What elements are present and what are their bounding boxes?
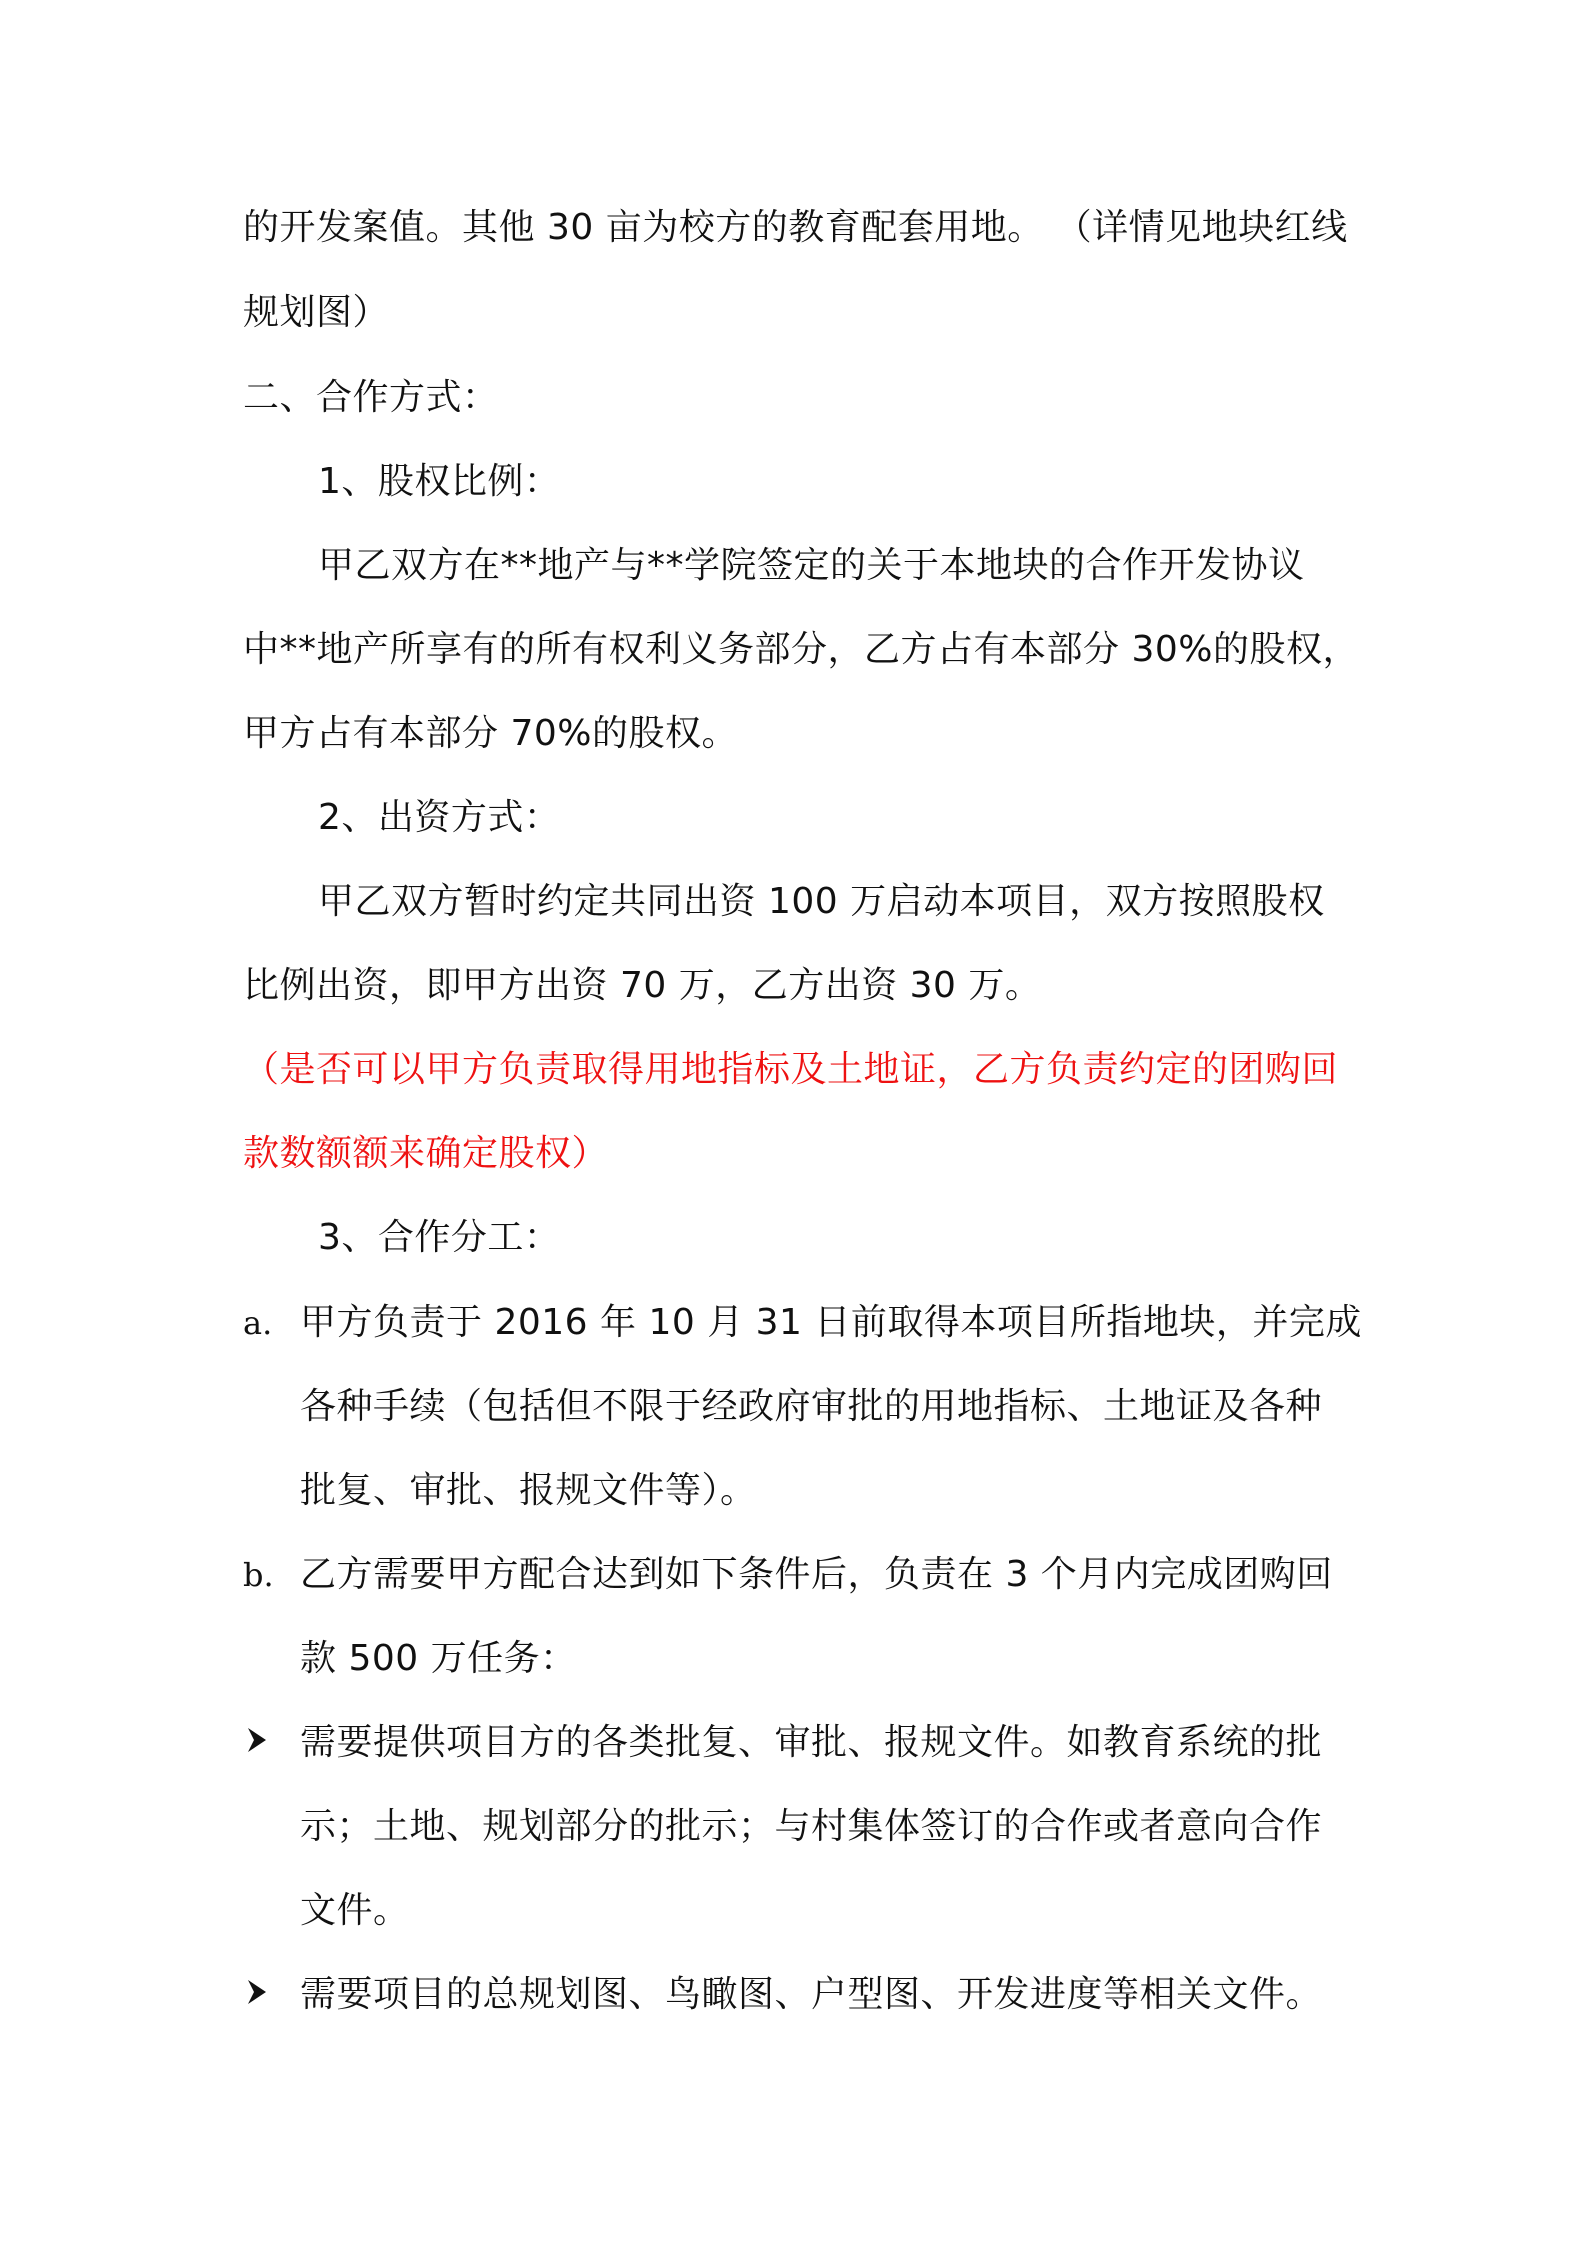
- item-b-line-2: 款 500 万任务：: [300, 1638, 577, 1679]
- arrow-bullet-icon: [245, 1974, 269, 2010]
- item-a-line-1: 甲方负责于 2016 年 10 月 31 日前取得本项目所指地块，并完成: [300, 1302, 1362, 1343]
- bullet-2-line-1: 需要项目的总规划图、鸟瞰图、户型图、开发进度等相关文件。: [300, 1974, 1323, 2015]
- red-note-line-2: 款数额额来确定股权）: [243, 1133, 609, 1174]
- equity-line-2: 中**地产所享有的所有权利义务部分，乙方占有本部分 30%的股权，: [243, 629, 1359, 670]
- red-note-line-1: （是否可以甲方负责取得用地指标及土地证，乙方负责约定的团购回: [243, 1049, 1339, 1090]
- item-a-line-2: 各种手续（包括但不限于经政府审批的用地指标、土地证及各种: [300, 1386, 1323, 1427]
- subheading-equity-ratio: 1、股权比例：: [318, 461, 561, 502]
- item-a-line-3: 批复、审批、报规文件等）。: [300, 1470, 757, 1511]
- list-marker-a: a.: [243, 1304, 273, 1342]
- equity-line-3: 甲方占有本部分 70%的股权。: [243, 713, 738, 754]
- item-b-line-1: 乙方需要甲方配合达到如下条件后，负责在 3 个月内完成团购回: [300, 1554, 1333, 1595]
- equity-line-1: 甲乙双方在**地产与**学院签定的关于本地块的合作开发协议: [318, 545, 1305, 586]
- intro-line-2: 规划图）: [243, 292, 390, 333]
- section-heading-cooperation: 二、合作方式：: [243, 377, 499, 418]
- subheading-division-of-work: 3、合作分工：: [318, 1217, 561, 1258]
- intro-line-1: 的开发案值。其他 30 亩为校方的教育配套用地。 （详情见地块红线: [243, 207, 1348, 248]
- list-marker-b: b.: [243, 1556, 274, 1594]
- arrow-bullet-icon: [245, 1722, 269, 1758]
- subheading-investment-method: 2、出资方式：: [318, 797, 561, 838]
- bullet-1-line-2: 示；土地、规划部分的批示；与村集体签订的合作或者意向合作: [300, 1806, 1323, 1847]
- bullet-1-line-3: 文件。: [300, 1890, 410, 1931]
- investment-line-2: 比例出资，即甲方出资 70 万，乙方出资 30 万。: [243, 965, 1042, 1006]
- bullet-1-line-1: 需要提供项目方的各类批复、审批、报规文件。如教育系统的批: [300, 1722, 1323, 1763]
- investment-line-1: 甲乙双方暂时约定共同出资 100 万启动本项目，双方按照股权: [318, 881, 1325, 922]
